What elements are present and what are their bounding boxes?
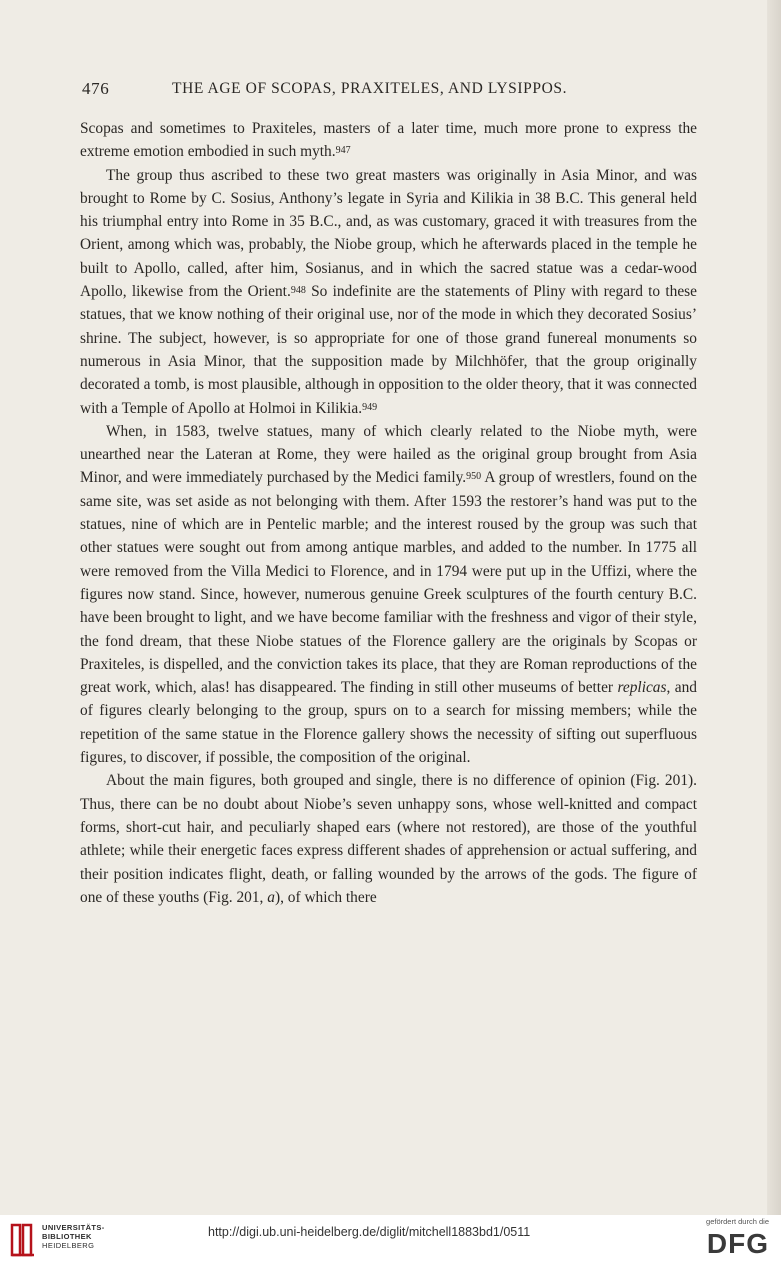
permalink-url[interactable]: http://digi.ub.uni-heidelberg.de/diglit/mitchell1883bd1/0511 — [208, 1225, 531, 1239]
paragraph — [80, 164, 697, 420]
text-span: Scopas and sometimes to Praxiteles, masters of a later time, much more prone to express the extreme emotion embodied in such myth. — [80, 120, 697, 161]
italic-term: replicas — [617, 679, 667, 697]
running-title: THE AGE OF SCOPAS, PRAXITELES, AND LYSIPPOS. — [172, 80, 568, 97]
library-name — [42, 1223, 152, 1250]
page-header — [82, 79, 702, 103]
footnote-ref: 948 — [290, 285, 306, 297]
paragraph — [80, 420, 697, 769]
text-span: So indefinite are the statements of Pliny with regard to these statues, that we know nothing of their original use, nor of the mode in which they decorated Sosius’ shrine. The subject, however, is so appropriate for one of those grand funereal monuments so numerous in Asia Minor, that the supposition made by Milchhöfer, that the group originally decorated a tomb, is most plausible, although in opposition to the older theory, that it was connected with a Temple of Apollo at Holmoi in Kilikia. — [80, 283, 697, 417]
page-number: 476 — [82, 79, 110, 98]
italic-term: a — [267, 888, 275, 906]
text-span: When, in 1583, twelve statues, many of which clearly related to the Niobe myth, were unearthed near the Lateran at Rome, they were hailed as the original group brought from Asia Minor, and were immediately purchased by the Medici family. — [80, 422, 697, 487]
footnote-ref: 949 — [362, 401, 378, 413]
funded-by-label: gefördert durch die — [706, 1217, 769, 1226]
library-line: UNIVERSITÄTS- — [42, 1223, 105, 1232]
text-span: About the main figures, both grouped and single, there is no difference of opinion (Fig. 201). Thus, there can be no doubt about Niobe’s seven unhappy sons, whose well-knitted and compact forms, short-cut hair, and peculiarly shaped ears (where not restored), are those of the youthful athlete; while their energetic faces express different shades of apprehension or actual suffering, and their position indicates flight, death, or falling wounded by the arrows of the gods. The figure of one of these youths (Fig. 201, — [80, 772, 697, 906]
text-span: A group of wrestlers, found on the same site, was set aside as not belonging with them. After 1593 the restorer’s hand was put to the statues, nine of which are in Pentelic marble; and the interest roused by the group was such that other statues were sought out from among antique marbles, and added to the number. In 1775 all were removed from the Villa Medici to Florence, and in 1794 were put up in the Uffizi, where the figures now stand. Since, however, numerous genuine Greek sculptures of the fourth century B.C. have been brought to light, and we have become familiar with the freshness and vigor of their style, the fond dream, that these Niobe statues of the Florence gallery are the originals by Scopas or Praxiteles, is dispelled, and the conviction takes its place, that they are Roman reproductions of the great work, which, alas! has disappeared. The finding in still other museums of better — [80, 469, 697, 697]
page-edge — [767, 0, 781, 1215]
library-line: HEIDELBERG — [42, 1241, 95, 1250]
text-span: The group thus ascribed to these two great masters was originally in Asia Minor, and was brought to Rome by C. Sosius, Anthony’s legate in Syria and Kilikia in 38 B.C. This general held his triumphal entry into Rome in 35 B.C., and, as was customary, graced it with treasures from the Orient, among which was, probably, the Niobe group, which he afterwards placed in the temple he built to Apollo, called, after him, Sosianus, and in which the sacred statue was a cedar-wood Apollo, likewise from the Orient. — [80, 166, 697, 301]
body-text — [80, 117, 697, 909]
library-line: BIBLIOTHEK — [42, 1232, 92, 1241]
viewer-footer — [0, 1215, 781, 1265]
footnote-ref: 950 — [466, 471, 482, 483]
university-library-logo-icon — [10, 1221, 36, 1259]
paragraph — [80, 769, 697, 909]
footnote-ref: 947 — [335, 145, 351, 157]
text-span: , and of figures clearly belonging to the group, spurs on to a search for missing members; while the repetition of the same statue in the Florence gallery shows the necessity of sifting out superfluous figures, to discover, if possible, the composition of the original. — [80, 679, 697, 767]
dfg-logo: DFG — [706, 1228, 769, 1259]
text-span: ), of which there — [274, 888, 377, 906]
paragraph — [80, 117, 697, 164]
